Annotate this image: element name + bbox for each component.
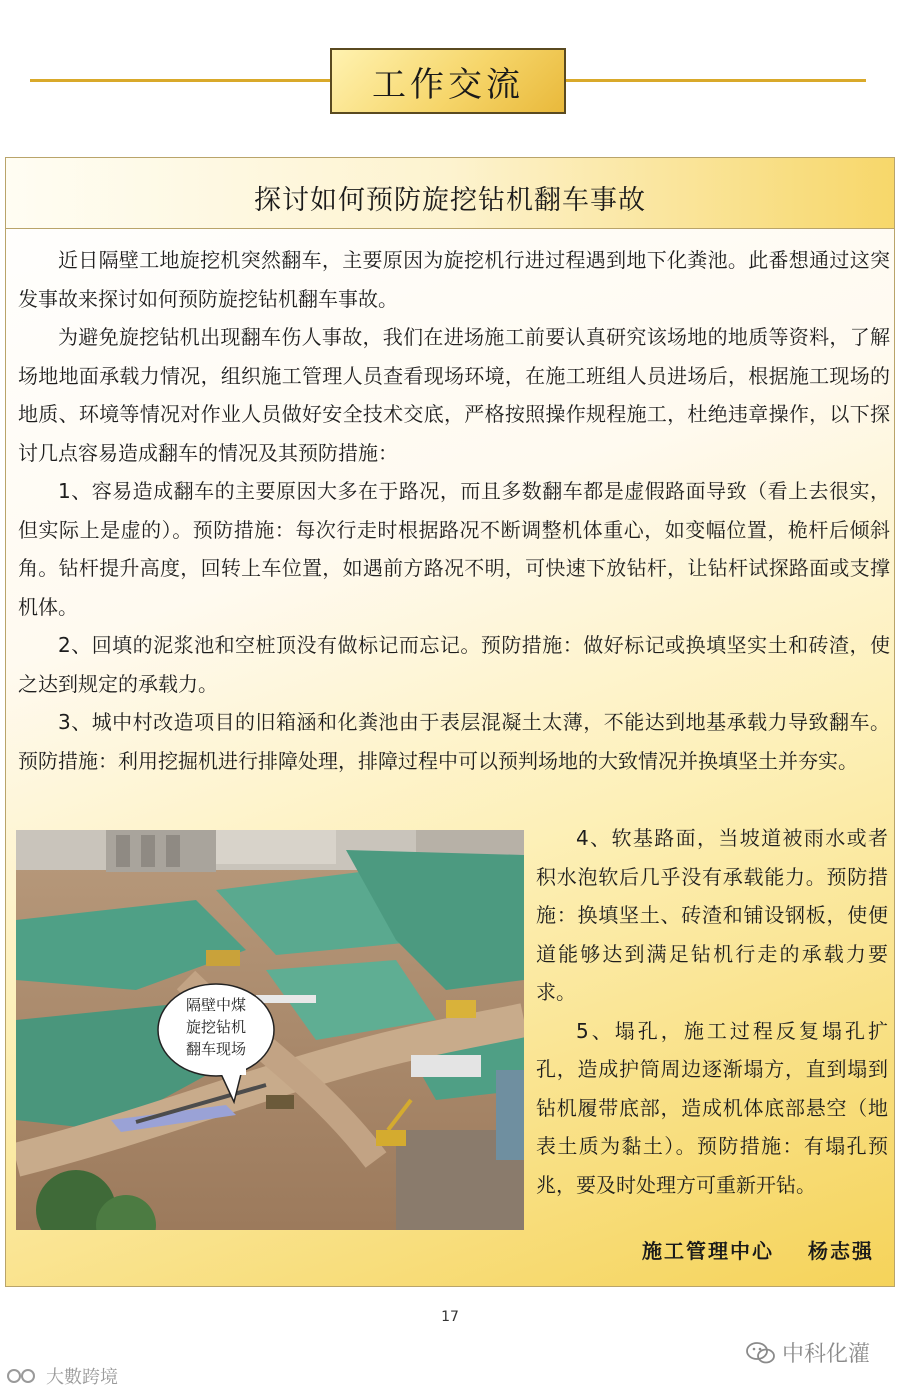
paragraph: 2、回填的泥浆池和空桩顶没有做标记而忘记。预防措施：做好标记或换填坚实土和砖渣，使之达到规定的承载力。: [18, 633, 890, 696]
signature: [642, 1235, 874, 1264]
header-rule-left: [30, 79, 330, 82]
article-title: 探讨如何预防旋挖钻机翻车事故: [254, 185, 646, 216]
page-number: 17: [441, 1309, 459, 1325]
watermark-left-text: 大數跨境: [46, 1367, 118, 1388]
callout-line: 翻车现场: [185, 1040, 247, 1058]
construction-site-photo: [16, 830, 524, 1230]
article-title-bar: [6, 158, 894, 229]
watermark-right: [746, 1337, 870, 1368]
logo-icon: [6, 1366, 40, 1386]
watermark-right-text: 中科化灌: [781, 1342, 870, 1367]
article-side-text: [536, 819, 888, 1204]
signature-author: 杨志强: [808, 1239, 874, 1263]
paragraph: 近日隔壁工地旋挖机突然翻车，主要原因为旋挖机行进过程遇到地下化粪池。此番想通过这突发事故来探讨如何预防旋挖钻机翻车事故。: [18, 248, 890, 311]
paragraph: 5、塌孔，施工过程反复塌孔扩孔，造成护筒周边逐渐塌方，直到塌到钻机履带底部，造成机体底部悬空（地表土质为黏土）。预防措施：有塌孔预兆，要及时处理方可重新开钻。: [536, 1018, 888, 1197]
paragraph: 3、城中村改造项目的旧箱涵和化粪池由于表层混凝土太薄，不能达到地基承载力导致翻车。预防措施：利用挖掘机进行排障处理，排障过程中可以预判场地的大致情况并换填坚土并夯实。: [18, 710, 890, 773]
header-rule-right: [566, 79, 866, 82]
wechat-icon: [746, 1341, 776, 1365]
paragraph: 为避免旋挖钻机出现翻车伤人事故，我们在进场施工前要认真研究该场地的地质等资料，了解场地地面承载力情况，组织施工管理人员查看现场环境，在施工班组人员进场后，根据施工现场的地质、环境等情况对作业人员做好安全技术交底，严格按照操作规程施工，杜绝违章操作，以下探讨几点容易造成翻车的情况及其预防措施：: [18, 325, 890, 465]
signature-department: 施工管理中心: [642, 1239, 774, 1263]
section-title: 工作交流: [330, 48, 566, 114]
paragraph: 4、软基路面，当坡道被雨水或者积水泡软后几乎没有承载能力。预防措施：换填坚土、砖渣和铺设钢板，使便道能够达到满足钻机行走的承载力要求。: [536, 826, 888, 1004]
callout-line: 隔壁中煤: [185, 996, 247, 1014]
paragraph: 1、容易造成翻车的主要原因大多在于路况，而且多数翻车都是虚假路面导致（看上去很实，但实际上是虚的）。预防措施：每次行走时根据路况不断调整机体重心，如变幅位置，桅杆后倾斜角。钻杆提升高度，回转上车位置，如遇前方路况不明，可快速下放钻杆，让钻杆试探路面或支撑机体。: [18, 479, 890, 619]
watermark-left: [6, 1363, 118, 1389]
callout-line: 旋挖钻机: [185, 1018, 247, 1036]
article-panel: [5, 157, 895, 1287]
article-body: [18, 241, 890, 780]
